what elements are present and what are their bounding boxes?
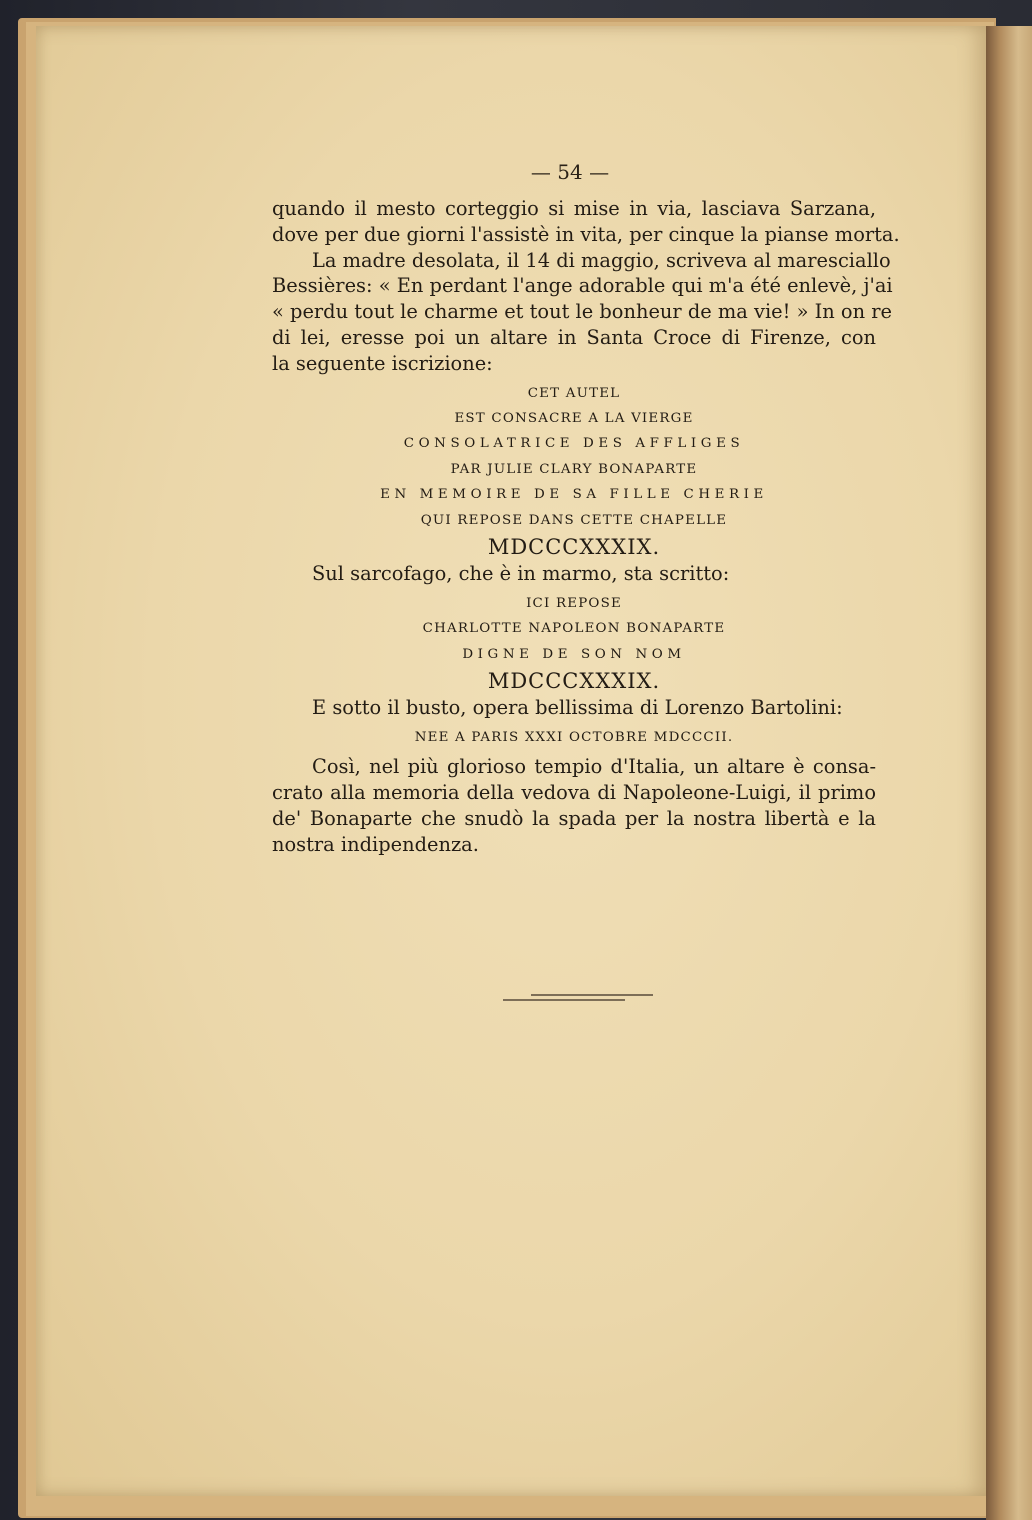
inscription-altar <box>272 381 876 561</box>
inscription-line: PAR JULIE CLARY BONAPARTE <box>450 461 698 477</box>
inscription-line: QUI REPOSE DANS CETTE CHAPELLE <box>420 512 728 528</box>
page-number: — 54 — <box>530 160 610 184</box>
inscription-sarcophagus <box>272 591 876 695</box>
inscription-bust <box>272 725 876 750</box>
text-line: Così, nel più glorioso tempio d'Italia, un altare è consa- <box>312 755 876 779</box>
inscription-year: MDCCCXXXIX. <box>487 669 661 694</box>
inscription-year: MDCCCXXXIX. <box>487 535 661 560</box>
inscription-line: ICI REPOSE <box>526 595 622 611</box>
book-gutter <box>986 26 1032 1520</box>
text-line: de' Bonaparte che snudò la spada per la nostra libertà e la <box>272 806 876 830</box>
inscription-line: CONSOLATRICE DES AFFLIGES <box>403 436 745 452</box>
text-line: dove per due giorni l'assistè in vita, per cinque la pianse morta. <box>272 222 900 246</box>
inscription-line: DIGNE DE SON NOM <box>462 646 686 662</box>
inscription-line: CHARLOTTE NAPOLEON BONAPARTE <box>422 621 726 637</box>
inscription-line: EN MEMOIRE DE SA FILLE CHERIE <box>380 487 768 503</box>
text-line: la seguente iscrizione: <box>272 351 493 375</box>
inscription-line: NEE A PARIS XXXI OCTOBRE MDCCCII. <box>414 729 734 745</box>
text-line: Sul sarcofago, che è in marmo, sta scritto: <box>312 562 730 586</box>
text-line: E sotto il busto, opera bellissima di Lorenzo Bartolini: <box>312 696 843 720</box>
text-line: La madre desolata, il 14 di maggio, scriveva al maresciallo <box>312 248 891 272</box>
text-line: quando il mesto corteggio si mise in via, lasciava Sarzana, <box>272 197 876 220</box>
text-line: « perdu tout le charme et tout le bonheur de ma vie! » In on re <box>272 300 893 324</box>
end-rule <box>503 992 653 1004</box>
page-text <box>272 196 900 857</box>
text-line: Bessières: « En perdant l'ange adorable qui m'a été enlevè, j'ai <box>272 274 893 298</box>
inscription-line: EST CONSACRE A LA VIERGE <box>454 410 694 426</box>
text-line: crato alla memoria della vedova di Napoleone-Luigi, il primo <box>272 781 876 805</box>
text-line: di lei, eresse poi un altare in Santa Croce di Firenze, con <box>272 325 876 349</box>
inscription-line: CET AUTEL <box>527 385 621 401</box>
text-line: nostra indipendenza. <box>272 832 479 856</box>
